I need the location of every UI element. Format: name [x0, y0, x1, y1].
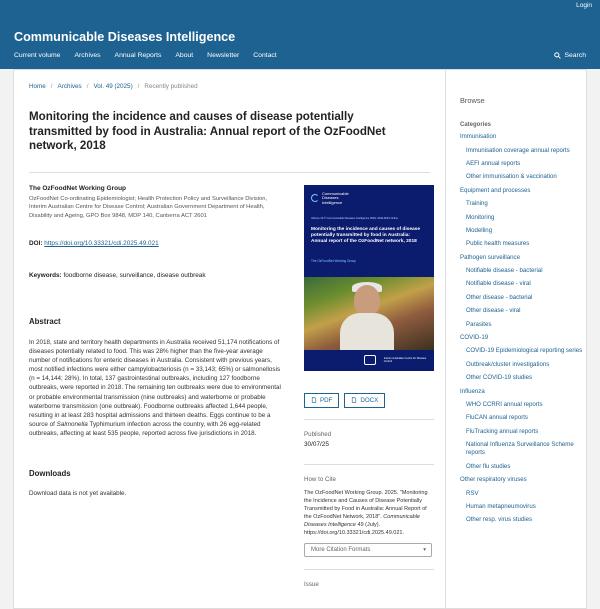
docx-label: DOCX: [360, 396, 379, 404]
subcategory-item[interactable]: Monitoring: [466, 213, 495, 221]
subcategory-item[interactable]: Training: [466, 200, 488, 208]
doi-label: DOI:: [29, 240, 43, 247]
citation-tail: 49 (July). https://doi.org/10.33321/cdi.2025.49.021.: [304, 521, 404, 536]
site-header: [0, 15, 600, 69]
subcategory-item[interactable]: Public health measures: [466, 240, 530, 248]
subcategory-item[interactable]: FluTracking annual reports: [466, 427, 539, 435]
content-card: [13, 69, 587, 609]
keywords-label: Keywords:: [29, 272, 62, 279]
category-item[interactable]: Other respiratory viruses: [460, 476, 527, 484]
main-nav: [14, 52, 277, 59]
subcategory-item[interactable]: Other COVID-19 studies: [466, 374, 533, 382]
coat-of-arms-icon: [364, 355, 376, 365]
citation-journal: Communicable Diseases Intelligence: [304, 513, 420, 528]
subcategory-item[interactable]: Outbreak/cluster investigations: [466, 360, 550, 368]
cover-photo-person: [354, 285, 380, 315]
citation-text: [304, 489, 434, 537]
search-link[interactable]: [554, 52, 586, 59]
article-main: [14, 70, 445, 608]
published-label: Published: [304, 430, 332, 438]
subcategory-item[interactable]: Notifiable disease - bacterial: [466, 267, 543, 275]
subcategory-item[interactable]: Notifiable disease - viral: [466, 280, 531, 288]
category-item[interactable]: COVID-19: [460, 334, 489, 342]
cover-footer: [304, 350, 434, 371]
subcategory-item[interactable]: WHO CCRRI annual reports: [466, 401, 543, 408]
chevron-down-icon: ▾: [423, 546, 426, 553]
cover-logo-line: Communicable: [322, 190, 349, 196]
nav-newsletter[interactable]: Newsletter: [207, 52, 240, 59]
breadcrumb-current: Recently published: [144, 83, 198, 90]
article-title: Monitoring the incidence and causes of disease potentially transmitted by food in Australia: Annual report of the OzFoodNet network, 2018: [29, 110, 386, 152]
cover-photo-shirt: [340, 313, 394, 350]
subcategory-item[interactable]: AEFI annual reports: [466, 159, 521, 167]
category-item[interactable]: Pathogen surveillance: [460, 253, 520, 261]
abstract-heading: Abstract: [29, 317, 61, 326]
breadcrumb-archives[interactable]: Archives: [57, 83, 82, 90]
category-item[interactable]: Influenza: [460, 387, 485, 395]
subcategory-item[interactable]: COVID-19 Epidemiological reporting series: [466, 347, 583, 355]
docx-download-button[interactable]: [344, 393, 385, 408]
breadcrumb: [29, 83, 430, 90]
how-to-cite-label: How to Cite: [304, 475, 336, 483]
subcategory-item[interactable]: Modelling: [466, 226, 493, 234]
pdf-label: PDF: [320, 396, 333, 404]
breadcrumb-separator: /: [86, 83, 89, 90]
site-title[interactable]: Communicable Diseases Intelligence: [14, 30, 236, 44]
keywords-section: [29, 272, 287, 279]
galley-links: [304, 393, 434, 408]
subcategory-item[interactable]: FluCAN annual reports: [466, 414, 528, 422]
subcategory-item[interactable]: National Influenza Surveillance Scheme reports: [466, 441, 574, 457]
browse-heading: Browse: [460, 96, 485, 105]
citation-formats-dropdown[interactable]: [304, 543, 432, 557]
issue-cover-image[interactable]: [304, 185, 434, 371]
keywords-value: foodborne disease, surveillance, disease outbreak: [63, 272, 206, 279]
category-item[interactable]: Equipment and processes: [460, 186, 531, 194]
subcategory-item[interactable]: Other disease - viral: [466, 307, 521, 315]
breadcrumb-volume[interactable]: Vol. 49 (2025): [93, 83, 133, 90]
author-affiliation: OzFoodNet Co-ordinating Epidemiologist; Health Protection Policy and Surveillance Division, Interim Australian Centre for Disease Control; Australian Government Department of Health, Disability and Ageing, GPO Box 9848, MDP 140, Canberra ACT 2601: [29, 195, 268, 219]
search-icon: [554, 52, 561, 59]
section-divider: [304, 569, 434, 570]
published-date: 30/07/25: [304, 440, 329, 448]
subcategory-item[interactable]: Other immunisation & vaccination: [466, 173, 557, 181]
subcategory-item[interactable]: Human metapneumovirus: [466, 502, 536, 510]
file-docx-icon: [351, 397, 357, 403]
cover-title: Monitoring the incidence and causes of disease potentially transmitted by food in Australia: Annual report of the OzFoodNet network, 2018: [311, 226, 421, 244]
doi-link[interactable]: https://doi.org/10.33321/cdi.2025.49.021: [44, 240, 159, 247]
section-divider: [304, 419, 434, 420]
nav-current-volume[interactable]: Current volume: [14, 52, 61, 59]
nav-contact[interactable]: Contact: [253, 52, 277, 59]
subcategory-item[interactable]: Immunisation coverage annual reports: [466, 146, 570, 154]
top-bar: [0, 0, 600, 15]
issue-label: Issue: [304, 580, 319, 588]
sidebar-divider: [445, 70, 446, 608]
cover-footer-org: Interim Australian Centre for Disease Control: [383, 356, 427, 363]
nav-annual-reports[interactable]: Annual Reports: [114, 52, 162, 59]
subcategory-item[interactable]: Parasites: [466, 320, 492, 328]
downloads-text: Download data is not yet available.: [29, 490, 127, 498]
doi-section: [29, 240, 287, 247]
breadcrumb-separator: /: [50, 83, 53, 90]
categories-heading: Categories: [460, 122, 492, 128]
abstract-text: [29, 338, 284, 438]
abstract-part-1: In 2018, state and territory health departments in Australia received 51,174 notifications of diseases potentially related to food. This was 28% higher than the five-year average number of notifications for enteric diseases in Australia. Consistent with previous years, most notified infections were either campylobacteriosis (n = 33,143; 65%) or salmonellosis (n = 14,144; 28%). In total, 137 gastrointestinal outbreaks, including 127 foodborne outbreaks, were reported in 2018. The remaining ten outbreaks were due to environmental or probable environmental transmission (nine outbreaks) and waterborne or probable waterborne transmission (one outbreak). Foodborne outbreaks affected 1,644 people, resulting in at least 283 hospital admissions and thirteen deaths. Eggs continue to be a source of: [29, 339, 281, 428]
author-name: The OzFoodNet Working Group: [29, 184, 127, 192]
breadcrumb-home[interactable]: Home: [29, 83, 46, 90]
citation-formats-label: More Citation Formats: [311, 546, 371, 553]
cover-logo-line: Intelligence: [322, 199, 343, 205]
downloads-heading: Downloads: [29, 469, 71, 479]
breadcrumb-separator: /: [137, 83, 140, 90]
cdi-logo-icon: [311, 194, 319, 202]
abstract-part-2: Typhimurium infection across the country, with 26 egg-related outbreaks, affecting at least 535 people, reported across five jurisdictions in 2018.: [29, 420, 261, 437]
cover-meta: Volume 49 © Communicable Diseases Intelligence ISSN: 2209-6051 Online: [311, 216, 398, 220]
cover-author: The OzFoodNet Working Group: [311, 258, 356, 263]
citation-main: The OzFoodNet Working Group. 2025. "Monitoring the Incidence and Causes of Disease Potentially Transmitted by Food in Australia: Annual Report of the OzFoodNet Network, 2018".: [304, 489, 428, 520]
search-label: Search: [564, 52, 586, 59]
nav-about[interactable]: About: [175, 52, 194, 59]
cover-logo-line: Diseases: [322, 195, 339, 200]
subcategory-item[interactable]: RSV: [466, 489, 479, 497]
file-pdf-icon: [311, 397, 317, 403]
cover-logo: [311, 192, 349, 206]
section-divider: [304, 464, 434, 465]
article-sidebar-details: [304, 173, 434, 588]
subcategory-item[interactable]: Other flu studies: [466, 462, 511, 470]
browse-sidebar: [460, 70, 588, 525]
subcategory-item[interactable]: Other resp. virus studies: [466, 516, 533, 524]
nav-archives[interactable]: Archives: [74, 52, 101, 59]
category-list: [460, 133, 588, 524]
article-details: [29, 173, 287, 498]
pdf-download-button[interactable]: [304, 393, 339, 408]
category-item[interactable]: Immunisation: [460, 133, 497, 141]
abstract-italic: Salmonella: [56, 420, 88, 428]
subcategory-item[interactable]: Other disease - bacterial: [466, 293, 533, 301]
login-link[interactable]: Login: [576, 2, 592, 9]
